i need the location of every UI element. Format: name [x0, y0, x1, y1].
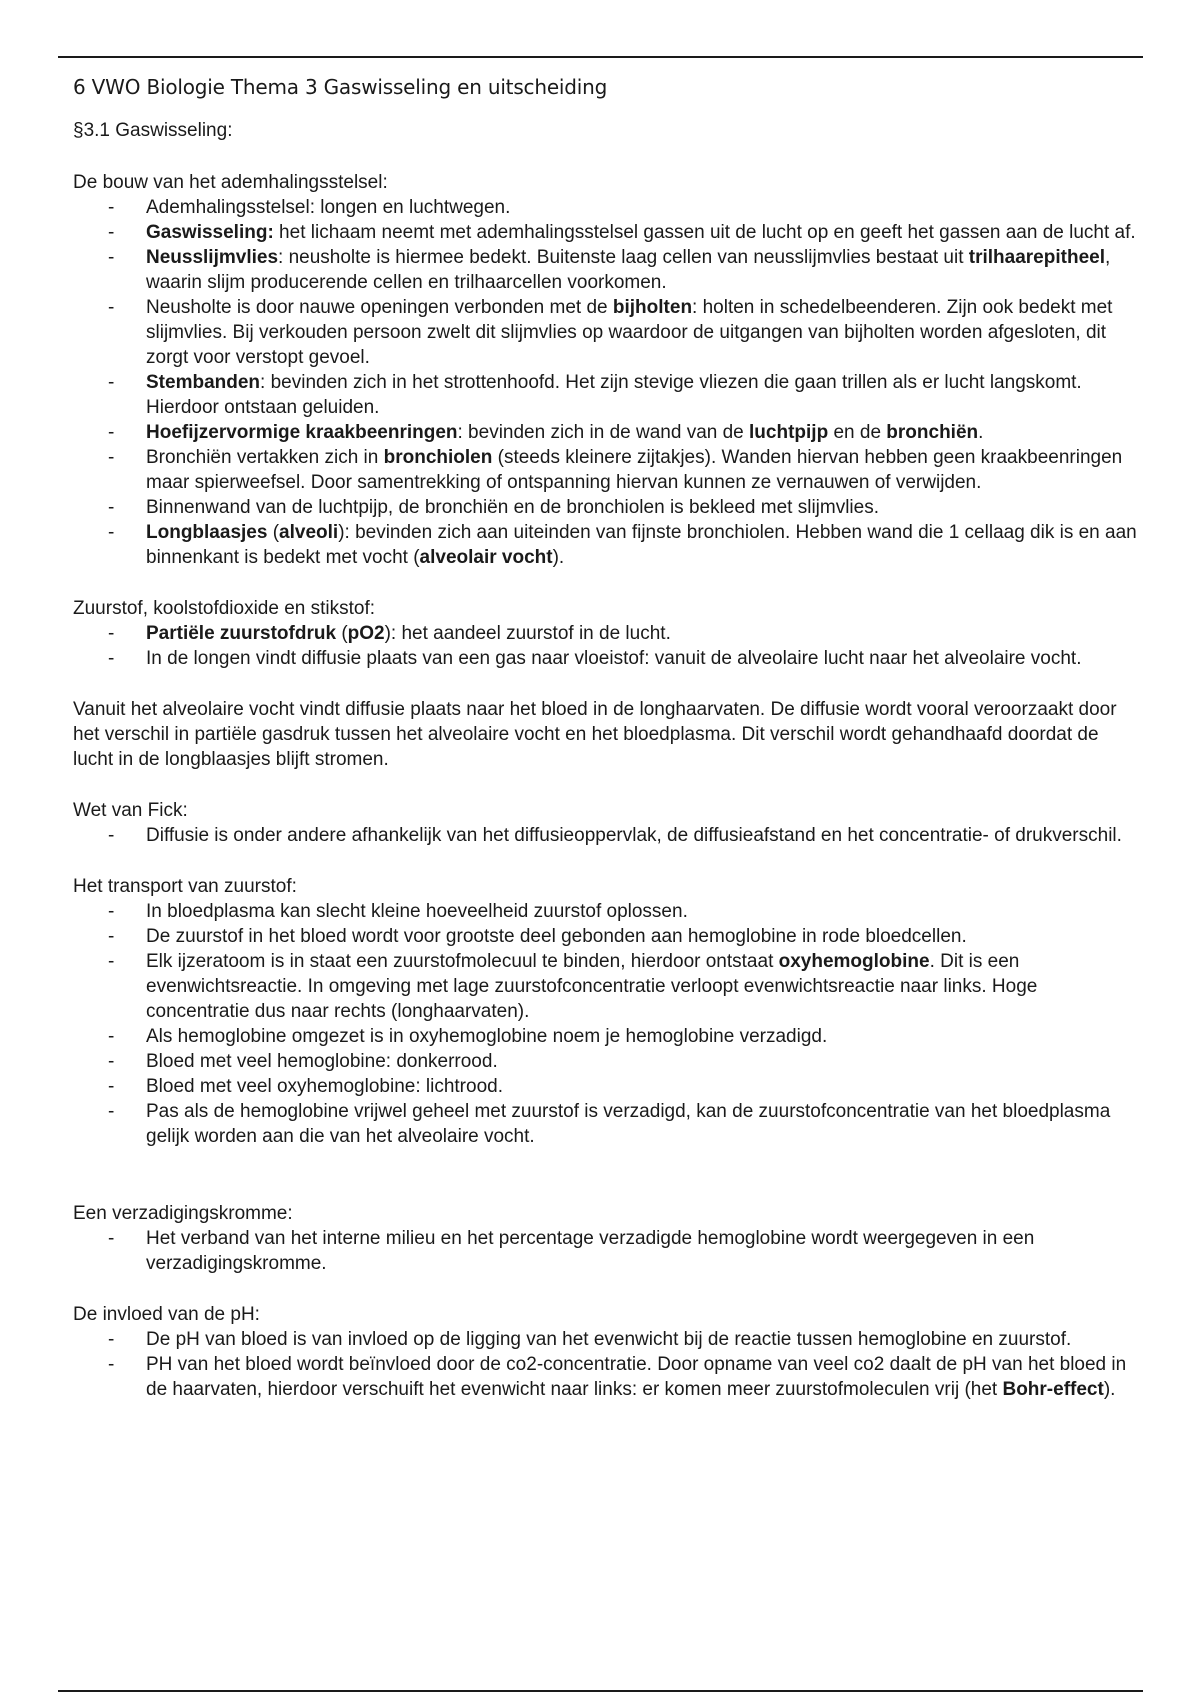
section-heading: Een verzadigingskromme:: [73, 1203, 293, 1224]
bullet-dash: -: [108, 1228, 115, 1249]
bullet-dash: -: [108, 901, 115, 922]
bullet-list: [73, 1226, 1138, 1276]
list-item: [73, 1352, 1138, 1402]
item-text: ): het aandeel zuurstof in de lucht.: [384, 623, 671, 644]
bullet-dash: -: [108, 422, 115, 443]
section-title: §3.1 Gaswisseling:: [73, 120, 233, 141]
list-item: [73, 1074, 1138, 1099]
list-item: [73, 420, 1138, 445]
bold-term: bronchiën: [886, 422, 979, 443]
list-item: [73, 1327, 1138, 1352]
bullet-dash: -: [108, 522, 115, 543]
item-text: ).: [552, 547, 565, 568]
document-page: [73, 72, 1138, 1428]
item-text: . Dit is een evenwichtsreactie. In omgeving met lage zuurstofconcentratie verloopt evenwichtsreactie naar links. Hoge concentratie dus naar rechts (longhaarvaten).: [146, 951, 1038, 1022]
list-item: [73, 520, 1138, 570]
section-fick: [73, 798, 1138, 848]
bold-term: bijholten: [612, 297, 693, 318]
bullet-dash: -: [108, 951, 115, 972]
bold-term: Hoefijzervormige kraakbeenringen: [146, 422, 458, 443]
section-ph: [73, 1302, 1138, 1402]
list-item: [73, 445, 1138, 495]
bullet-dash: -: [108, 926, 115, 947]
list-item: [73, 949, 1138, 1024]
item-text: Elk ijzeratoom is in staat een zuurstofmolecuul te binden, hierdoor ontstaat: [146, 951, 779, 972]
item-text: De pH van bloed is van invloed op de ligging van het evenwicht bij de reactie tussen hemoglobine en zuurstof.: [146, 1329, 1072, 1350]
list-item: [73, 370, 1138, 420]
bold-term: Bohr-effect: [1002, 1379, 1104, 1400]
bold-term: pO2: [347, 623, 385, 644]
list-item: [73, 924, 1138, 949]
item-text: Bloed met veel oxyhemoglobine: lichtrood.: [146, 1076, 503, 1097]
item-text: In bloedplasma kan slecht kleine hoeveelheid zuurstof oplossen.: [146, 901, 688, 922]
list-item: [73, 1226, 1138, 1276]
item-text: Pas als de hemoglobine vrijwel geheel met zuurstof is verzadigd, kan de zuurstofconcentratie van het bloedplasma gelijk worden aan die van het alveolaire vocht.: [146, 1101, 1111, 1147]
item-text: Diffusie is onder andere afhankelijk van het diffusieoppervlak, de diffusieafstand en het concentratie- of drukverschil.: [146, 825, 1122, 846]
paragraph: Vanuit het alveolaire vocht vindt diffusie plaats naar het bloed in de longhaarvaten. De diffusie wordt vooral veroorzaakt door het verschil in partiële gasdruk tussen het alveolaire vocht en het bloedplasma. Dit verschil wordt gehandhaafd doordat de lucht in de longblaasjes blijft stromen.: [73, 699, 1117, 770]
bullet-list: [73, 823, 1138, 848]
item-text: Binnenwand van de luchtpijp, de bronchiën en de bronchiolen is bekleed met slijmvlies.: [146, 497, 880, 518]
item-text: (steeds kleinere zijtakjes). Wanden hiervan hebben geen kraakbeenringen maar spierweefsel. Door samentrekking of ontspanning hiervan kunnen ze vernauwen of verwijden.: [146, 447, 1123, 493]
bullet-dash: -: [108, 247, 115, 268]
item-text: , waarin slijm producerende cellen en trilhaarcellen voorkomen.: [146, 247, 1111, 293]
bullet-dash: -: [108, 623, 115, 644]
item-text: Ademhalingsstelsel: longen en luchtwegen.: [146, 197, 511, 218]
item-text: ).: [1103, 1379, 1116, 1400]
bullet-dash: -: [108, 648, 115, 669]
bullet-dash: -: [108, 497, 115, 518]
list-item: [73, 1049, 1138, 1074]
bullet-list: [73, 899, 1138, 1149]
item-text: (: [267, 522, 280, 543]
section-heading: De invloed van de pH:: [73, 1304, 260, 1325]
item-text: : neusholte is hiermee bedekt. Buitenste laag cellen van neusslijmvlies bestaat uit: [278, 247, 969, 268]
section-transport: [73, 874, 1138, 1149]
list-item: [73, 195, 1138, 220]
list-item: [73, 495, 1138, 520]
list-item: [73, 295, 1138, 370]
list-item: [73, 646, 1138, 671]
item-text: : holten in schedelbeenderen. Zijn ook bedekt met slijmvlies. Bij verkouden persoon zwelt dit slijmvlies op waardoor de uitgangen van bijholten worden afgesloten, dit zorgt voor verstopt gevoel.: [146, 297, 1113, 368]
bold-term: Gaswisseling:: [146, 222, 274, 243]
bottom-rule: [58, 1690, 1143, 1692]
item-text: het lichaam neemt met ademhalingsstelsel gassen uit de lucht op en geeft het gassen aan de lucht af.: [273, 222, 1136, 243]
list-item: [73, 823, 1138, 848]
section-zuurstof: [73, 596, 1138, 671]
bullet-dash: -: [108, 825, 115, 846]
item-text: Bloed met veel hemoglobine: donkerrood.: [146, 1051, 498, 1072]
section-heading: Zuurstof, koolstofdioxide en stikstof:: [73, 598, 376, 619]
item-text: (: [336, 623, 348, 644]
section-kromme: [73, 1201, 1138, 1276]
bullet-list: [73, 621, 1138, 671]
bold-term: Neusslijmvlies: [146, 247, 279, 268]
bullet-dash: -: [108, 1026, 115, 1047]
bullet-dash: -: [108, 372, 115, 393]
item-text: .: [978, 422, 984, 443]
bold-term: oxyhemoglobine: [778, 951, 930, 972]
bullet-dash: -: [108, 1354, 115, 1375]
list-item: [73, 899, 1138, 924]
bold-term: bronchiolen: [383, 447, 493, 468]
item-text: : bevinden zich in de wand van de: [457, 422, 750, 443]
section-diffusie: [73, 697, 1138, 772]
bold-term: Stembanden: [146, 372, 261, 393]
bullet-dash: -: [108, 222, 115, 243]
item-text: : bevinden zich in het strottenhoofd. Het zijn stevige vliezen die gaan trillen als er lucht langskomt. Hierdoor ontstaan geluiden.: [146, 372, 1082, 418]
list-item: [73, 220, 1138, 245]
section-bouw: [73, 170, 1138, 570]
top-rule: [58, 56, 1143, 58]
bullet-dash: -: [108, 197, 115, 218]
item-text: Bronchiën vertakken zich in: [146, 447, 384, 468]
bullet-list: [73, 1327, 1138, 1402]
item-text: ): bevinden zich aan uiteinden van fijnste bronchiolen. Hebben wand die 1 cellaag dik is en aan binnenkant is bedekt met vocht (: [146, 522, 1137, 568]
bold-term: Partiële zuurstofdruk: [146, 623, 337, 644]
bullet-dash: -: [108, 297, 115, 318]
list-item: [73, 1099, 1138, 1149]
bold-term: alveolair vocht: [419, 547, 553, 568]
bold-term: luchtpijp: [749, 422, 829, 443]
item-text: PH van het bloed wordt beïnvloed door de co2-concentratie. Door opname van veel co2 daalt de pH van het bloed in de haarvaten, hierdoor verschuift het evenwicht naar links: er komen meer zuurstofmoleculen vrij (het: [146, 1354, 1127, 1400]
bullet-dash: -: [108, 1051, 115, 1072]
item-text: Het verband van het interne milieu en het percentage verzadigde hemoglobine wordt weergegeven in een verzadigingskromme.: [146, 1228, 1035, 1274]
bullet-dash: -: [108, 1101, 115, 1122]
section-heading: De bouw van het ademhalingsstelsel:: [73, 172, 388, 193]
bullet-dash: -: [108, 1076, 115, 1097]
bullet-dash: -: [108, 1329, 115, 1350]
list-item: [73, 245, 1138, 295]
item-text: en de: [828, 422, 887, 443]
document-title: 6 VWO Biologie Thema 3 Gaswisseling en uitscheiding: [73, 75, 608, 99]
bullet-dash: -: [108, 447, 115, 468]
list-item: [73, 621, 1138, 646]
bold-term: Longblaasjes: [146, 522, 268, 543]
bold-term: trilhaarepitheel: [968, 247, 1105, 268]
item-text: Als hemoglobine omgezet is in oxyhemoglobine noem je hemoglobine verzadigd.: [146, 1026, 828, 1047]
item-text: De zuurstof in het bloed wordt voor grootste deel gebonden aan hemoglobine in rode bloedcellen.: [146, 926, 967, 947]
bold-term: alveoli: [279, 522, 339, 543]
item-text: Neusholte is door nauwe openingen verbonden met de: [146, 297, 613, 318]
section-heading: Wet van Fick:: [73, 800, 188, 821]
item-text: In de longen vindt diffusie plaats van een gas naar vloeistof: vanuit de alveolaire lucht naar het alveolaire vocht.: [146, 648, 1082, 669]
list-item: [73, 1024, 1138, 1049]
section-heading: Het transport van zuurstof:: [73, 876, 297, 897]
bullet-list: [73, 195, 1138, 570]
